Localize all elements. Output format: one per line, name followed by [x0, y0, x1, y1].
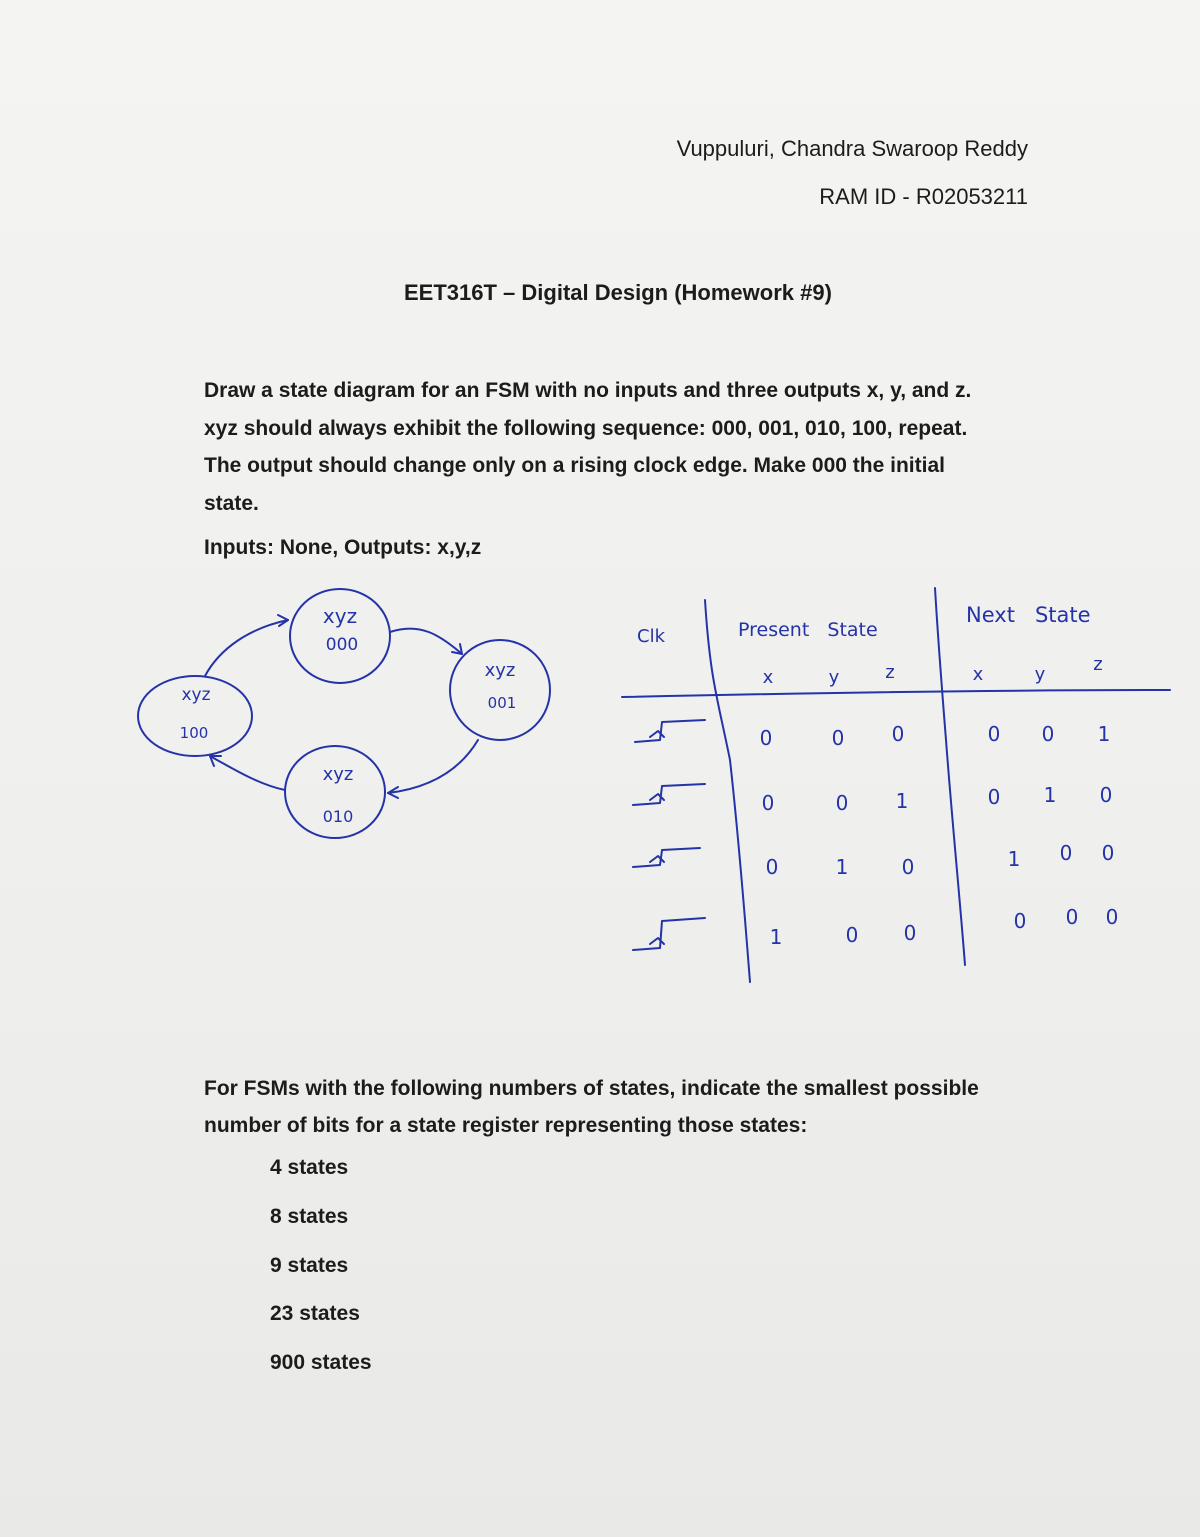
question-1-line: xyz should always exhibit the following sequence: 000, 001, 010, 100, repeat.	[204, 416, 968, 440]
sub-header-x: x	[762, 667, 774, 688]
table-cell: 0	[891, 722, 905, 746]
table-cell: 0	[987, 722, 1001, 746]
table-cell: 0	[835, 791, 849, 815]
question-2	[204, 1070, 1064, 1144]
clock-edge-icon	[633, 918, 705, 950]
arrowhead-icon	[650, 938, 664, 944]
question-1-line: Draw a state diagram for an FSM with no inputs and three outputs x, y, and z.	[204, 379, 972, 402]
table-cell: 1	[895, 789, 909, 813]
page-title: EET316T – Digital Design (Homework #9)	[404, 280, 832, 305]
question-1-line: The output should change only on a rising clock edge. Make 000 the initial	[204, 454, 945, 477]
table-cell: 0	[1041, 722, 1055, 746]
table-cell: 0	[831, 726, 845, 750]
clock-edge-icon	[635, 720, 705, 742]
list-item: 9 states	[270, 1253, 349, 1277]
transition-000-001	[390, 629, 462, 654]
table-cell: 1	[769, 925, 783, 949]
table-cell: 0	[987, 785, 1001, 809]
table-cell: 0	[1099, 783, 1113, 807]
inputs-outputs-line: Inputs: None, Outputs: x,y,z	[204, 536, 482, 559]
transition-100-000	[205, 620, 288, 676]
table-cell: 0	[759, 726, 773, 750]
transition-010-100	[210, 756, 285, 790]
state-label: xyz	[322, 764, 354, 785]
table-cell: 1	[1043, 783, 1057, 807]
table-cell: 0	[903, 921, 917, 945]
ram-id: RAM ID - R02053211	[819, 184, 1028, 209]
table-cell: 0	[901, 855, 915, 879]
state-value: 100	[179, 724, 209, 742]
clock-edge-icon	[633, 848, 700, 867]
transition-001-010	[388, 740, 478, 793]
table-header-rule	[622, 690, 1170, 697]
table-cell: 0	[845, 923, 859, 947]
sub-header-y: y	[828, 667, 840, 688]
list-item: 4 states	[270, 1156, 349, 1179]
state-value: 001	[487, 694, 517, 712]
question-2-line: For FSMs with the following numbers of states, indicate the smallest possible	[204, 1077, 979, 1100]
list-item: 900 states	[270, 1351, 372, 1375]
table-cell: 1	[1007, 847, 1021, 871]
state-value: 000	[325, 635, 359, 655]
sub-header-y: y	[1034, 664, 1046, 685]
state-label: xyz	[484, 660, 516, 681]
table-cell: 0	[1013, 909, 1027, 933]
sub-header-z: z	[885, 662, 895, 683]
state-label: xyz	[322, 604, 358, 628]
sub-header-z: z	[1093, 654, 1103, 675]
table-cell: 1	[1097, 722, 1111, 746]
table-cell: 1	[835, 855, 849, 879]
table-divider-present-next	[935, 588, 965, 965]
table-cell: 0	[1059, 841, 1073, 865]
table-cell: 0	[765, 855, 779, 879]
sub-header-x: x	[972, 664, 984, 685]
next-state-header: Next State	[966, 603, 1091, 627]
list-item: 8 states	[270, 1204, 349, 1228]
table-cell: 0	[1101, 841, 1115, 865]
table-cell: 0	[1105, 905, 1119, 929]
question-1-line: state.	[204, 491, 259, 515]
state-label: xyz	[181, 685, 211, 705]
present-state-header: Present State	[738, 619, 878, 641]
table-cell: 0	[761, 791, 775, 815]
question-2-line: number of bits for a state register representing those states:	[204, 1114, 808, 1137]
student-name: Vuppuluri, Chandra Swaroop Reddy	[676, 136, 1028, 161]
clock-edge-icon	[633, 784, 705, 805]
table-divider-clk	[705, 600, 750, 982]
state-count-list	[270, 1156, 372, 1400]
table-cell: 0	[1065, 905, 1079, 929]
clk-header: Clk	[637, 626, 665, 647]
state-001-circle	[450, 640, 550, 740]
list-item: 23 states	[270, 1302, 360, 1326]
state-value: 010	[322, 807, 354, 826]
